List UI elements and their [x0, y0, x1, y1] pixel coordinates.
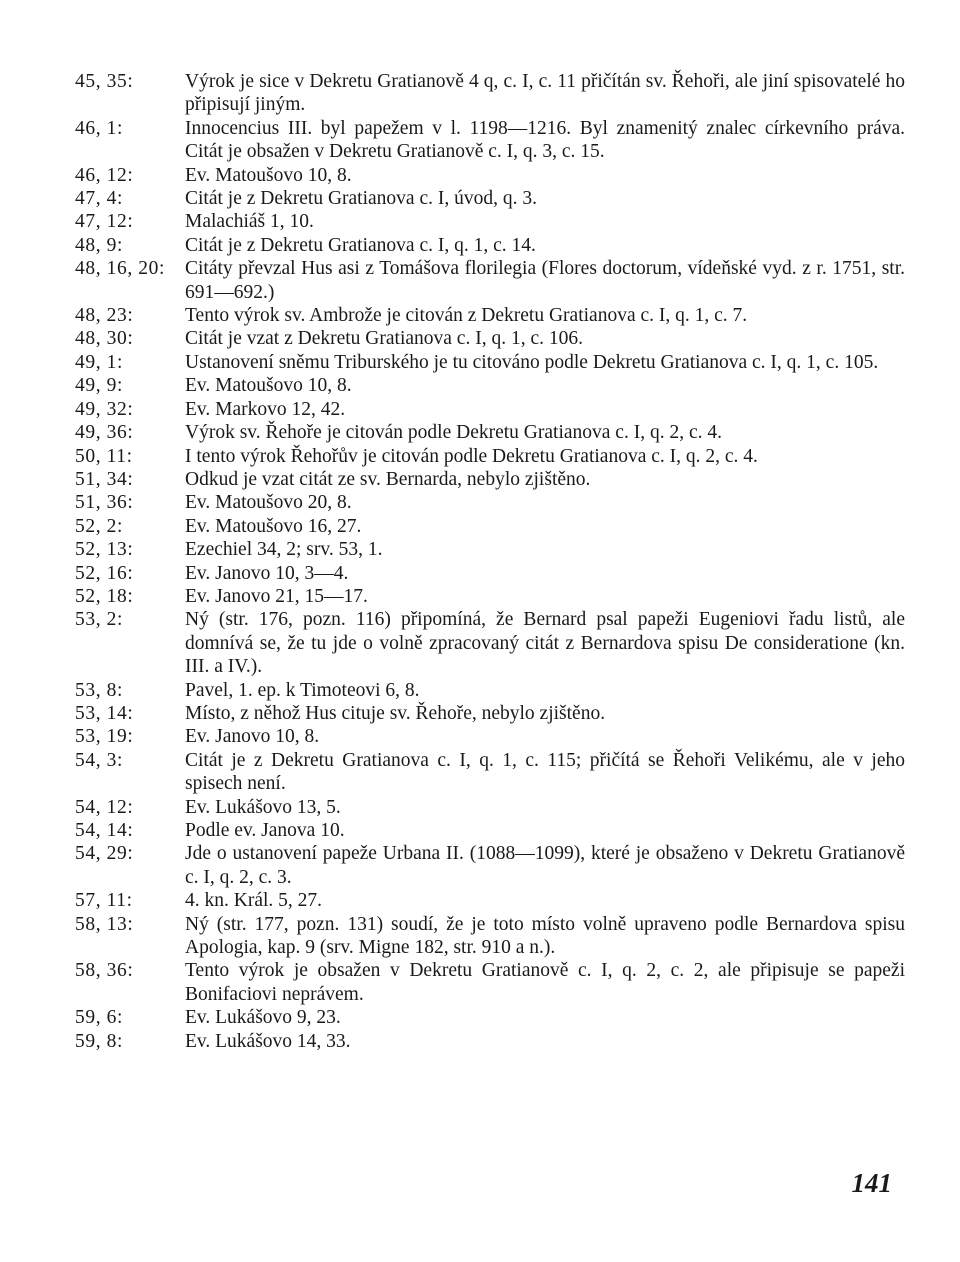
note-text: Ev. Janovo 21, 15—17.: [185, 585, 368, 607]
note-text: 4. kn. Král. 5, 27.: [185, 890, 323, 912]
note-reference: 58, 36:: [75, 960, 134, 982]
note-row: [75, 538, 905, 561]
note-row: [75, 913, 905, 960]
note-text: Tento výrok sv. Ambrože je citován z Dekretu Gratianova c. I, q. 1, c. 7.: [185, 305, 748, 327]
note-text: Citát je z Dekretu Gratianova c. I, q. 1, c. 115; přičítá se Řehoři Velikému, ale v jeho spisech není.: [185, 749, 905, 795]
note-row: [75, 889, 905, 912]
note-row: [75, 585, 905, 608]
note-reference: 54, 14:: [75, 820, 134, 841]
note-row: [75, 210, 905, 233]
note-reference: 53, 14:: [75, 702, 134, 724]
note-reference: 57, 11:: [75, 890, 133, 912]
note-reference: 45, 35:: [75, 71, 134, 92]
note-row: [75, 491, 905, 514]
note-text: Podle ev. Janova 10.: [185, 820, 345, 841]
note-reference: 52, 16:: [75, 562, 134, 584]
note-row: [75, 725, 905, 748]
note-text: Innocencius III. byl papežem v l. 1198—1216. Byl znamenitý znalec církevního práva. Citát je obsažen v Dekretu Gratianově c. I, q. 3, c. 15.: [185, 117, 905, 163]
note-row: [75, 257, 905, 304]
note-reference: 53, 19:: [75, 726, 134, 748]
note-reference: 51, 34:: [75, 468, 134, 490]
note-text: Ný (str. 176, pozn. 116) připomíná, že Bernard psal papeži Eugeniovi řadu listů, ale domnívá se, že tu jde o volně zpracovaný citát z Bernardova spisu De consideratione (kn. III. a IV.).: [185, 609, 905, 678]
note-text: Ev. Matoušovo 10, 8.: [185, 164, 352, 186]
note-row: [75, 187, 905, 210]
note-reference: 51, 36:: [75, 492, 134, 514]
note-row: [75, 515, 905, 538]
note-text: Ev. Matoušovo 10, 8.: [185, 375, 352, 397]
page-number: 141: [851, 1168, 892, 1198]
note-text: Citáty převzal Hus asi z Tomášova florilegia (Flores doctorum, vídeňské vyd. z r. 1751, str. 691—692.): [185, 258, 905, 303]
note-row: [75, 304, 905, 327]
note-text: Pavel, 1. ep. k Timoteovi 6, 8.: [185, 679, 420, 701]
note-row: [75, 562, 905, 585]
note-text: Ezechiel 34, 2; srv. 53, 1.: [185, 539, 383, 561]
note-reference: 49, 1:: [75, 351, 124, 373]
note-row: [75, 819, 905, 842]
notes-list: [75, 70, 905, 1053]
note-text: Ev. Markovo 12, 42.: [185, 398, 346, 420]
note-row: [75, 421, 905, 444]
note-reference: 48, 23:: [75, 305, 134, 327]
note-reference: 48, 16, 20:: [75, 258, 166, 280]
note-reference: 47, 12:: [75, 211, 134, 233]
note-row: [75, 327, 905, 350]
note-reference: 53, 2:: [75, 609, 124, 631]
note-reference: 46, 12:: [75, 164, 134, 186]
note-text: Ev. Janovo 10, 3—4.: [185, 562, 349, 584]
note-row: [75, 164, 905, 187]
note-text: I tento výrok Řehořův je citován podle Dekretu Gratianova c. I, q. 2, c. 4.: [185, 445, 758, 467]
note-text: Tento výrok je obsažen v Dekretu Gratianově c. I, q. 2, c. 2, ale připisuje se papeži Bonifaciovi neprávem.: [185, 960, 905, 1005]
note-text: Jde o ustanovení papeže Urbana II. (1088—1099), které je obsaženo v Dekretu Gratianově c. I, q. 2, c. 3.: [185, 843, 905, 888]
note-row: [75, 70, 905, 117]
note-text: Citát je z Dekretu Gratianova c. I, q. 1, c. 14.: [185, 234, 536, 256]
note-reference: 50, 11:: [75, 445, 133, 467]
note-text: Ev. Janovo 10, 8.: [185, 726, 320, 748]
note-reference: 48, 9:: [75, 234, 124, 256]
note-row: [75, 351, 905, 374]
note-text: Ev. Matoušovo 16, 27.: [185, 515, 362, 537]
note-text: Ustanovení sněmu Triburského je tu citováno podle Dekretu Gratianova c. I, q. 1, c. 105.: [185, 351, 879, 373]
note-text: Odkud je vzat citát ze sv. Bernarda, nebylo zjištěno.: [185, 468, 591, 490]
note-row: [75, 468, 905, 491]
note-row: [75, 679, 905, 702]
note-row: [75, 796, 905, 819]
note-text: Citát je z Dekretu Gratianova c. I, úvod, q. 3.: [185, 188, 537, 210]
note-reference: 49, 36:: [75, 422, 134, 444]
note-text: Ný (str. 177, pozn. 131) soudí, že je toto místo volně upraveno podle Bernardova spisu Apologia, kap. 9 (srv. Migne 182, str. 910 a n.).: [185, 913, 905, 959]
note-row: [75, 749, 905, 796]
note-row: [75, 702, 905, 725]
note-row: [75, 374, 905, 397]
note-row: [75, 959, 905, 1006]
note-row: [75, 842, 905, 889]
note-reference: 48, 30:: [75, 328, 134, 350]
note-row: [75, 234, 905, 257]
note-reference: 53, 8:: [75, 679, 124, 701]
note-reference: 58, 13:: [75, 913, 134, 935]
note-reference: 47, 4:: [75, 188, 124, 210]
note-text: Místo, z něhož Hus cituje sv. Řehoře, nebylo zjištěno.: [185, 702, 606, 724]
note-reference: 52, 13:: [75, 539, 134, 561]
note-text: Citát je vzat z Dekretu Gratianova c. I, q. 1, c. 106.: [185, 328, 583, 350]
note-text: Ev. Lukášovo 13, 5.: [185, 796, 341, 818]
note-reference: 54, 3:: [75, 749, 124, 771]
note-reference: 59, 6:: [75, 1007, 124, 1029]
note-row: [75, 1006, 905, 1029]
note-row: [75, 117, 905, 164]
note-reference: 46, 1:: [75, 117, 124, 139]
note-text: Ev. Matoušovo 20, 8.: [185, 492, 352, 514]
note-row: [75, 1030, 905, 1053]
note-reference: 52, 2:: [75, 515, 124, 537]
note-text: Ev. Lukášovo 9, 23.: [185, 1007, 341, 1029]
note-reference: 54, 12:: [75, 796, 134, 818]
note-row: [75, 608, 905, 678]
note-text: Výrok sv. Řehoře je citován podle Dekretu Gratianova c. I, q. 2, c. 4.: [185, 422, 722, 444]
note-reference: 52, 18:: [75, 585, 134, 607]
note-reference: 49, 32:: [75, 398, 134, 420]
note-reference: 59, 8:: [75, 1030, 124, 1052]
note-row: [75, 445, 905, 468]
note-text: Ev. Lukášovo 14, 33.: [185, 1030, 351, 1052]
note-reference: 54, 29:: [75, 843, 134, 865]
note-reference: 49, 9:: [75, 375, 124, 397]
note-text: Malachiáš 1, 10.: [185, 211, 314, 233]
note-text: Výrok je sice v Dekretu Gratianově 4 q, c. I, c. 11 přičítán sv. Řehoři, ale jiní spisovatelé ho připisují jiným.: [185, 71, 905, 116]
note-row: [75, 398, 905, 421]
